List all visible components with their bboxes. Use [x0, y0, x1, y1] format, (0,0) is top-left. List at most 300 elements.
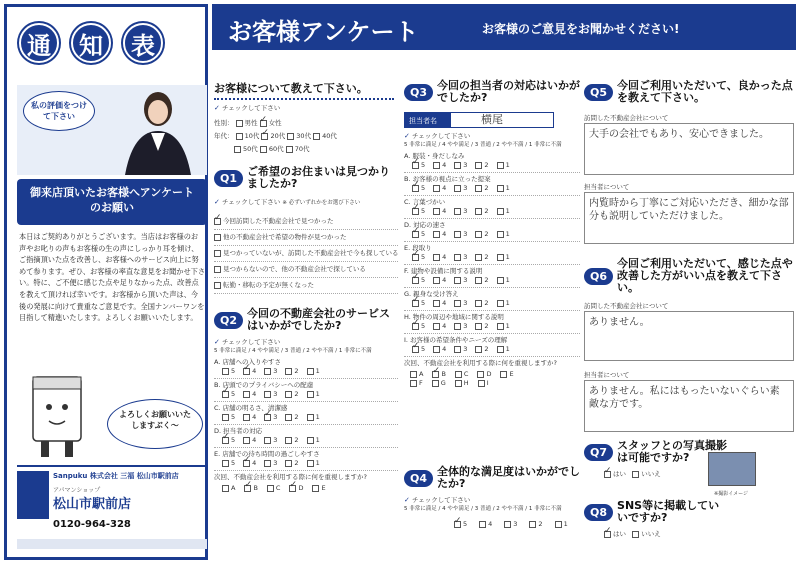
q2-rating-value: 3: [273, 459, 278, 467]
q2-item-label: B. 店頭でのプライバシーへの配慮: [214, 381, 314, 389]
q3-rating-checkbox[interactable]: [454, 231, 461, 238]
q3-rating-checkbox[interactable]: [454, 346, 461, 353]
q3-rating-value: 2: [484, 299, 489, 307]
q3-rating-value: 5: [421, 276, 426, 284]
q3-rating-value: 5: [421, 322, 426, 330]
check-icon: ✓: [404, 132, 410, 140]
q5-section: [584, 80, 794, 244]
q3-letter-checkbox[interactable]: [477, 371, 484, 378]
q2-rating-checkbox[interactable]: [307, 437, 314, 444]
q4-rating-value: 3: [513, 520, 518, 528]
q4-rating-checkbox[interactable]: [555, 521, 562, 528]
q2-letters: [214, 484, 398, 493]
q2-check: チェックして下さい: [221, 338, 281, 346]
q3-rating-checkbox[interactable]: [433, 185, 440, 192]
q3-rating-value: 1: [505, 322, 510, 330]
age-50: 50代: [243, 145, 258, 153]
q3-letter: I: [486, 379, 489, 387]
q3-rating-checkbox[interactable]: [497, 231, 504, 238]
q1-option-3: 見つかっていないが、訪問した不動産会社で今も探している: [223, 249, 399, 257]
q3-rating-checkbox[interactable]: [412, 185, 419, 192]
q2-letter-checkbox[interactable]: [289, 485, 296, 492]
q2-item: [214, 379, 398, 402]
q3-rating-checkbox[interactable]: [454, 185, 461, 192]
q2-rating-value: 5: [231, 367, 236, 375]
q3-rating-value: 4: [442, 253, 447, 261]
q2-item-label: A. 店舗への入りやすさ: [214, 358, 281, 366]
q3-item: [404, 150, 580, 173]
q3-letters: [404, 370, 524, 388]
q6-staff-answer[interactable]: ありません。私にはもったいないぐらい素敵な方です。: [584, 380, 794, 432]
q3-rating-checkbox[interactable]: [475, 162, 482, 169]
q3-rating-checkbox[interactable]: [433, 254, 440, 261]
q4-rating-value: 2: [538, 520, 543, 528]
q5-title: 今回ご利用いただいて、良かった点を教えて下さい。: [617, 79, 793, 104]
q1-option-1: 今回訪問した不動産会社で見つかった: [223, 217, 334, 225]
q3-title: 今回の担当者の対応はいかがでしたか?: [437, 79, 581, 104]
q3-letter-checkbox[interactable]: [410, 380, 417, 387]
q2-rating-checkbox[interactable]: [222, 460, 229, 467]
q3-rating-value: 3: [463, 184, 468, 192]
q2-rating-checkbox[interactable]: [307, 368, 314, 375]
q3-rating-value: 4: [442, 207, 447, 215]
q2-letter-checkbox[interactable]: [244, 485, 251, 492]
age-label: 年代：: [214, 132, 234, 140]
q3-rating-checkbox[interactable]: [454, 208, 461, 215]
q2-rating-checkbox[interactable]: [285, 414, 292, 421]
q5-badge: Q5: [584, 84, 613, 101]
q1-option-3-checkbox[interactable]: [214, 250, 221, 257]
age-40-checkbox[interactable]: [313, 133, 320, 140]
q3-rating-checkbox[interactable]: [475, 277, 482, 284]
age-30: 30代: [296, 132, 312, 140]
q7-no: いいえ: [641, 470, 661, 478]
q8-no-checkbox[interactable]: [632, 531, 639, 538]
q3-rating-value: 1: [505, 230, 510, 238]
q3-rating-checkbox[interactable]: [454, 162, 461, 169]
q6-company-label: 訪問した不動産会社について: [584, 302, 669, 310]
q2-rating-checkbox[interactable]: [243, 368, 250, 375]
q3-scale: 5 非常に満足 / 4 やや満足 / 3 普通 / 2 やや不満 / 1 非常に不満: [404, 142, 562, 148]
q4-rating-checkbox[interactable]: [479, 521, 486, 528]
age-60-checkbox[interactable]: [260, 146, 267, 153]
q3-rating-checkbox[interactable]: [412, 231, 419, 238]
q3-rating-checkbox[interactable]: [433, 323, 440, 330]
age-10-checkbox[interactable]: [236, 133, 243, 140]
q5-company-label: 訪問した不動産会社について: [584, 114, 669, 122]
q3-letter: E: [509, 370, 514, 378]
q3-rating-value: 4: [442, 230, 447, 238]
sex-label: 性別：: [214, 119, 234, 127]
q3-rating-value: 5: [421, 161, 426, 169]
sex-female-checkbox[interactable]: [260, 120, 267, 127]
q2-rating-checkbox[interactable]: [307, 414, 314, 421]
q1-section: [214, 166, 398, 294]
q7-badge: Q7: [584, 444, 613, 461]
q3-item: [404, 242, 580, 265]
q2-rating-value: 4: [252, 367, 257, 375]
shop-phone: 0120-964-328: [53, 519, 131, 530]
title-char-2: 知: [71, 23, 111, 63]
q7-section: [584, 439, 794, 497]
q3-rating-value: 3: [463, 207, 468, 215]
q1-option-2-checkbox[interactable]: [214, 234, 221, 241]
q3-item-label: E. 段取り: [404, 244, 432, 252]
sex-male: 男性: [244, 119, 258, 127]
q3-rating-value: 3: [463, 299, 468, 307]
q2-item: [214, 448, 398, 471]
q2-rating-value: 2: [294, 390, 299, 398]
q1-note: ※ 必ずいずれかをお選び下さい: [282, 200, 361, 206]
q3-rating-value: 4: [442, 161, 447, 169]
q3-rating-checkbox[interactable]: [433, 208, 440, 215]
age-30-checkbox[interactable]: [287, 133, 294, 140]
q3-rating-value: 1: [505, 276, 510, 284]
age-70-checkbox[interactable]: [286, 146, 293, 153]
rating-bubble: 私の評価をつけて下さい: [23, 91, 95, 131]
q3-letter-checkbox[interactable]: [455, 380, 462, 387]
q5-staff-label: 担当者について: [584, 183, 630, 191]
q2-letter: C: [275, 484, 281, 492]
q3-rating-value: 2: [484, 345, 489, 353]
q2-rating-checkbox[interactable]: [307, 460, 314, 467]
q3-rating-value: 1: [505, 161, 510, 169]
q3-item: [404, 288, 580, 311]
check-icon: ✓: [404, 496, 410, 504]
q3-rating-checkbox[interactable]: [497, 162, 504, 169]
q2-rating-checkbox[interactable]: [285, 368, 292, 375]
q3-rating-value: 2: [484, 184, 489, 192]
q3-rating-checkbox[interactable]: [497, 323, 504, 330]
q3-item: [404, 173, 580, 196]
q3-rating-checkbox[interactable]: [412, 277, 419, 284]
q3-rating-value: 1: [505, 253, 510, 261]
q3-item: [404, 311, 580, 334]
q3-rating-value: 5: [421, 253, 426, 261]
q2-rating-checkbox[interactable]: [264, 391, 271, 398]
age-40: 40代: [322, 132, 337, 140]
page-title: お客様アンケート: [228, 18, 419, 46]
q3-item-label: D. 対応の速さ: [404, 221, 446, 229]
q4-check: チェックして下さい: [411, 496, 471, 504]
q3-letter-checkbox[interactable]: [500, 371, 507, 378]
q3-rating-value: 3: [463, 345, 468, 353]
q3-rating-checkbox[interactable]: [497, 346, 504, 353]
q2-rating-value: 5: [231, 390, 236, 398]
q3-rating-checkbox[interactable]: [454, 323, 461, 330]
q2-rating-value: 1: [315, 436, 320, 444]
q2-letter: E: [321, 484, 326, 492]
q3-item-label: I. お客様の希望条件やニーズの理解: [404, 336, 508, 344]
q3-rating-value: 1: [505, 345, 510, 353]
q3-rating-value: 3: [463, 161, 468, 169]
q8-no: いいえ: [641, 530, 661, 538]
q4-title: 全体的な満足度はいかがでしたか?: [437, 465, 581, 490]
q3-rating-checkbox[interactable]: [497, 254, 504, 261]
q3-rating-value: 2: [484, 322, 489, 330]
q3-item-label: C. 言葉づかい: [404, 198, 446, 206]
q3-rating-value: 2: [484, 161, 489, 169]
q6-badge: Q6: [584, 268, 613, 285]
q2-rating-value: 1: [315, 413, 320, 421]
q2-rating-value: 3: [273, 367, 278, 375]
q3-rating-checkbox[interactable]: [454, 277, 461, 284]
q8-section: [584, 500, 794, 539]
q2-rating-checkbox[interactable]: [243, 391, 250, 398]
company-name: Sanpuku 株式会社 三福 松山市駅前店: [53, 472, 179, 480]
q2-rating-value: 4: [252, 413, 257, 421]
q3-item-label: H. 物件の周辺や地域に関する説明: [404, 313, 504, 321]
q3-letter-checkbox[interactable]: [432, 380, 439, 387]
q2-rating-value: 5: [231, 413, 236, 421]
q3-rating-checkbox[interactable]: [412, 346, 419, 353]
q5-company-answer[interactable]: 大手の会社でもあり、安心できました。: [584, 123, 794, 175]
q3-check: チェックして下さい: [411, 132, 471, 140]
q3-rating-value: 3: [463, 230, 468, 238]
q2-rating-checkbox[interactable]: [285, 460, 292, 467]
request-banner: 御来店頂いたお客様へアンケートのお願い: [17, 179, 207, 225]
q3-letter: G: [440, 379, 446, 387]
q2-rating-value: 4: [252, 459, 257, 467]
q3-rating-checkbox[interactable]: [475, 231, 482, 238]
q2-rating-checkbox[interactable]: [222, 414, 229, 421]
q4-rating-checkbox[interactable]: [454, 521, 461, 528]
q3-rating-value: 3: [463, 322, 468, 330]
q3-letter-checkbox[interactable]: [410, 371, 417, 378]
q4-scale: 5 非常に満足 / 4 やや満足 / 3 普通 / 2 やや不満 / 1 非常に不満: [404, 506, 562, 512]
q3-item-label: F. 建物や設備に関する説明: [404, 267, 483, 275]
q3-rating-checkbox[interactable]: [475, 208, 482, 215]
q3-rating-value: 5: [421, 184, 426, 192]
q4-rating-value: 4: [488, 520, 493, 528]
photo-sample-image: [708, 452, 756, 486]
q3-rating-value: 4: [442, 322, 447, 330]
q2-scale: 5 非常に満足 / 4 やや満足 / 3 普通 / 2 やや不満 / 1 非常に不満: [214, 348, 372, 354]
q4-rating-value: 5: [463, 520, 468, 528]
q7-no-checkbox[interactable]: [632, 471, 639, 478]
q3-rating-value: 4: [442, 299, 447, 307]
q3-rating-checkbox[interactable]: [475, 254, 482, 261]
q3-section: [404, 80, 580, 388]
q3-rating-value: 2: [484, 230, 489, 238]
q7-yes: はい: [613, 470, 626, 478]
q3-rating-value: 2: [484, 207, 489, 215]
q3-letter: F: [419, 379, 423, 387]
q3-rating-checkbox[interactable]: [433, 162, 440, 169]
q3-item: [404, 334, 580, 357]
q2-letter-checkbox[interactable]: [222, 485, 229, 492]
q3-item: [404, 219, 580, 242]
q2-letter-checkbox[interactable]: [312, 485, 319, 492]
about-section: [214, 80, 394, 154]
q2-rating-checkbox[interactable]: [285, 437, 292, 444]
q3-rating-checkbox[interactable]: [412, 254, 419, 261]
q2-letter: D: [298, 484, 304, 492]
q8-yes-checkbox[interactable]: [604, 531, 611, 538]
q4-badge: Q4: [404, 470, 433, 487]
about-title: お客様について教えて下さい。: [214, 80, 394, 100]
q1-option-4: 見つからないので、他の不動産会社で探している: [223, 265, 366, 273]
q3-item: [404, 265, 580, 288]
age-70: 70代: [294, 145, 310, 153]
q2-rating-checkbox[interactable]: [222, 391, 229, 398]
q3-rating-value: 4: [442, 345, 447, 353]
q6-title: 今回ご利用いただいて、感じた点や改善した方がいい点を教えて下さい。: [617, 257, 793, 294]
q3-rating-checkbox[interactable]: [475, 346, 482, 353]
q3-items: [404, 150, 580, 357]
page-header: [212, 4, 796, 50]
q7-yes-checkbox[interactable]: [604, 471, 611, 478]
staff-photo-area: [17, 85, 207, 175]
q2-rating-checkbox[interactable]: [222, 437, 229, 444]
q8-title: SNS等に掲載していいですか?: [617, 499, 720, 524]
q3-badge: Q3: [404, 84, 433, 101]
q4-section: [404, 466, 580, 529]
age-60: 60代: [268, 145, 284, 153]
company-logo: [17, 471, 49, 519]
q1-check: チェックして下さい: [221, 198, 281, 206]
q1-option-2: 他の不動産会社で希望の物件が見つかった: [223, 233, 347, 241]
q3-rating-checkbox[interactable]: [412, 208, 419, 215]
q1-option-5: 転勤・移転の予定が無くなった: [223, 281, 314, 289]
q3-rating-checkbox[interactable]: [433, 346, 440, 353]
photo-sample-note: ※撮影イメージ: [714, 491, 749, 497]
q3-letter: C: [463, 370, 469, 378]
q2-rating-checkbox[interactable]: [243, 437, 250, 444]
q5-staff-answer[interactable]: 内覧時から丁寧にご対応いただき、細かな部分も説明していただけました。: [584, 192, 794, 244]
notice-title: [19, 23, 163, 63]
q2-rating-checkbox[interactable]: [243, 460, 250, 467]
q3-letter-checkbox[interactable]: [455, 371, 462, 378]
q2-next: 次回、不動産会社を利用する際に何を重視しますか?: [214, 473, 367, 481]
q3-rating-value: 2: [484, 253, 489, 261]
q4-rating-checkbox[interactable]: [504, 521, 511, 528]
q2-rating-checkbox[interactable]: [264, 368, 271, 375]
q1-option-1-checkbox[interactable]: [214, 218, 221, 225]
staff-name-field[interactable]: [404, 112, 554, 128]
q3-rating-checkbox[interactable]: [497, 300, 504, 307]
q2-rating-checkbox[interactable]: [264, 437, 271, 444]
q2-rating-checkbox[interactable]: [264, 414, 271, 421]
q3-rating-value: 5: [421, 207, 426, 215]
q4-rating-checkbox[interactable]: [529, 521, 536, 528]
q2-rating-checkbox[interactable]: [243, 414, 250, 421]
q3-rating-checkbox[interactable]: [454, 254, 461, 261]
staff-name-label: 担当者名: [405, 113, 451, 127]
q3-rating-value: 2: [484, 276, 489, 284]
q2-items: [214, 356, 398, 471]
age-50-checkbox[interactable]: [234, 146, 241, 153]
q6-company-answer[interactable]: ありません。: [584, 311, 794, 361]
q7-title: スタッフとの写真撮影は可能ですか?: [617, 439, 728, 464]
q3-rating-checkbox[interactable]: [497, 185, 504, 192]
q3-rating-checkbox[interactable]: [454, 300, 461, 307]
q3-rating-checkbox[interactable]: [475, 185, 482, 192]
about-check: チェックして下さい: [221, 104, 281, 112]
q2-rating-value: 5: [231, 459, 236, 467]
shop-prefix: アパマンショップ: [53, 487, 101, 494]
q3-rating-checkbox[interactable]: [475, 323, 482, 330]
q3-rating-checkbox[interactable]: [412, 323, 419, 330]
q2-title: 今回の不動産会社のサービスはいかがでしたか?: [247, 307, 391, 332]
q2-letter-checkbox[interactable]: [267, 485, 274, 492]
q3-rating-value: 5: [421, 299, 426, 307]
q2-rating-checkbox[interactable]: [222, 368, 229, 375]
q2-letter: B: [253, 484, 258, 492]
title-char-1: 通: [19, 23, 59, 63]
q2-item-label: E. 店舗での待ち時間の過ごしやすさ: [214, 450, 320, 458]
q3-item-label: G. 親身な受け答え: [404, 290, 459, 298]
q3-letter: H: [463, 379, 469, 387]
q2-rating-checkbox[interactable]: [307, 391, 314, 398]
q3-rating-checkbox[interactable]: [433, 231, 440, 238]
q3-rating-value: 4: [442, 184, 447, 192]
mascot: [25, 367, 95, 463]
q4-ratings: [404, 520, 580, 529]
q3-rating-checkbox[interactable]: [475, 300, 482, 307]
q1-option-5-checkbox[interactable]: [214, 282, 221, 289]
q3-item-label: B. お客様の視点に立った提案: [404, 175, 491, 183]
age-20-checkbox[interactable]: [261, 133, 268, 140]
q1-title: ご希望のお住まいは見つかりましたか?: [247, 165, 391, 190]
q2-rating-checkbox[interactable]: [285, 391, 292, 398]
q2-rating-value: 3: [273, 390, 278, 398]
q2-rating-value: 1: [315, 390, 320, 398]
q3-rating-checkbox[interactable]: [412, 162, 419, 169]
q1-option-4-checkbox[interactable]: [214, 266, 221, 273]
age-10: 10代: [244, 132, 260, 140]
q3-rating-value: 1: [505, 207, 510, 215]
shop-name: 松山市駅前店: [53, 497, 132, 512]
q6-staff-label: 担当者について: [584, 371, 630, 379]
company-info: [17, 465, 207, 553]
left-panel: [4, 4, 208, 560]
q2-rating-value: 5: [231, 436, 236, 444]
check-icon: ✓: [214, 198, 220, 206]
q4-rating-value: 1: [563, 520, 568, 528]
q3-rating-checkbox[interactable]: [433, 277, 440, 284]
q3-item-label: A. 服装・身だしなみ: [404, 152, 465, 160]
sex-male-checkbox[interactable]: [236, 120, 243, 127]
q2-badge: Q2: [214, 312, 243, 329]
mascot-speech: よろしくお願いいたしますぶく〜: [107, 399, 203, 449]
q6-section: [584, 258, 794, 432]
q3-rating-checkbox[interactable]: [433, 300, 440, 307]
q1-badge: Q1: [214, 170, 243, 187]
q2-item: [214, 356, 398, 379]
staff-photo: [113, 87, 203, 175]
q3-rating-checkbox[interactable]: [497, 208, 504, 215]
page-subtitle: お客様のご意見をお聞かせください!: [482, 22, 680, 36]
q3-letter: D: [486, 370, 492, 378]
q2-rating-checkbox[interactable]: [264, 460, 271, 467]
q2-rating-value: 4: [252, 390, 257, 398]
q3-letter-checkbox[interactable]: [432, 371, 439, 378]
q2-rating-value: 4: [252, 436, 257, 444]
q3-item: [404, 196, 580, 219]
q3-rating-value: 3: [463, 276, 468, 284]
q2-rating-value: 1: [315, 459, 320, 467]
q3-rating-value: 4: [442, 276, 447, 284]
q3-rating-value: 3: [463, 253, 468, 261]
q2-rating-value: 3: [273, 436, 278, 444]
q3-letter-checkbox[interactable]: [478, 380, 485, 387]
q2-item: [214, 402, 398, 425]
q3-rating-value: 5: [421, 230, 426, 238]
q3-rating-checkbox[interactable]: [497, 277, 504, 284]
q8-yes: はい: [613, 530, 626, 538]
q3-rating-checkbox[interactable]: [412, 300, 419, 307]
